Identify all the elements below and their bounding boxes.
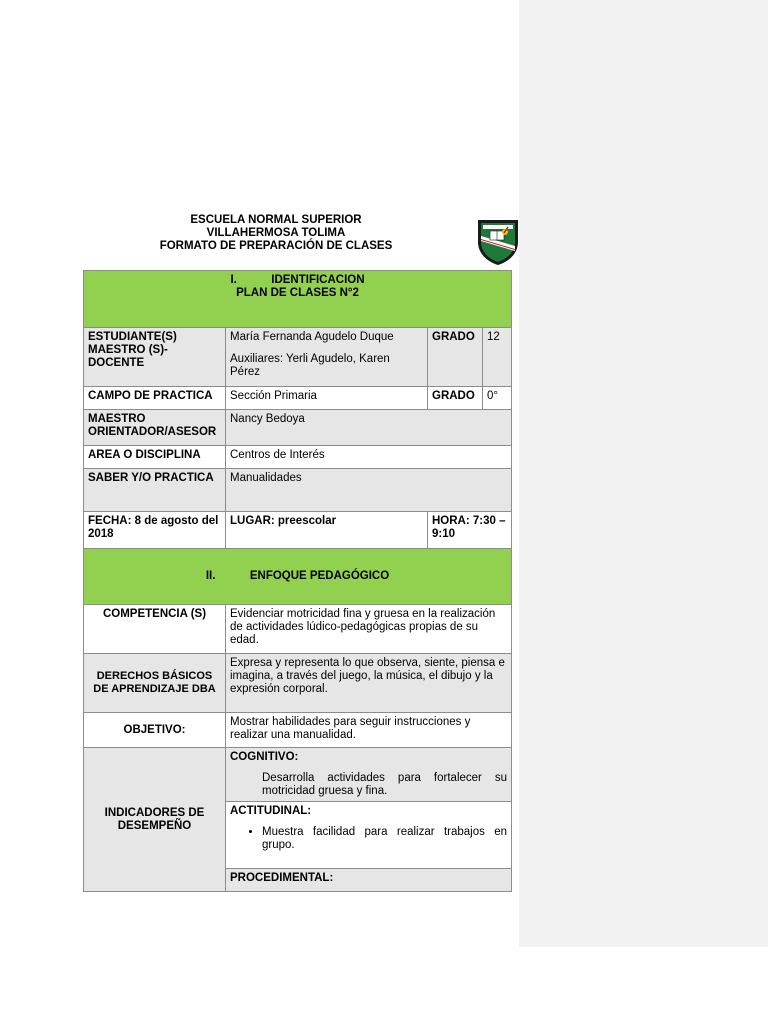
campo-label: CAMPO DE PRACTICA [84, 387, 226, 410]
saber-label: SABER Y/O PRACTICA [84, 469, 226, 512]
cognitivo-value: Desarrolla actividades para fortalecer su motricidad gruesa y fina. [262, 772, 508, 797]
section-enfoque-title: ENFOQUE PEDAGÓGICO [249, 570, 390, 582]
lesson-plan-table [83, 270, 512, 892]
school-name: ESCUELA NORMAL SUPERIOR [190, 214, 362, 226]
procedimental-label: PROCEDIMENTAL: [230, 872, 334, 884]
section-enfoque-header: II. ENFOQUE PEDAGÓGICO [84, 549, 512, 605]
auxiliares-text: Auxiliares: Yerli Agudelo, Karen Pérez [230, 353, 390, 378]
campo-value: Sección Primaria [226, 387, 428, 410]
indicadores-label: INDICADORES DE DESEMPEÑO [84, 748, 226, 892]
objetivo-label: OBJETIVO: [84, 713, 226, 748]
estudiante-label: ESTUDIANTE(S) MAESTRO (S)-DOCENTE [84, 328, 226, 387]
saber-value: Manualidades [226, 469, 512, 512]
grado-value: 12 [483, 328, 512, 387]
grado-value-2: 0° [483, 387, 512, 410]
procedimental-cell [226, 869, 512, 892]
actitudinal-label: ACTITUDINAL: [230, 805, 312, 817]
competencia-label: COMPETENCIA (S) [84, 605, 226, 654]
lugar-field: LUGAR: preescolar [226, 512, 428, 549]
actitudinal-item: • Muestra facilidad para realizar trabajos en grupo. [262, 826, 507, 852]
comment-margin-pane [519, 0, 768, 947]
actitudinal-list [230, 826, 507, 852]
dba-value: Expresa y representa lo que observa, siente, piensa e imagina, a través del juego, la música, el dibujo y la expresión corporal. [226, 654, 512, 713]
estudiante-value [226, 328, 428, 387]
cognitivo-cell [226, 748, 512, 802]
plan-number: PLAN DE CLASES N°2 [236, 287, 359, 299]
form-title: FORMATO DE PREPARACIÓN DE CLASES [159, 240, 393, 252]
cognitivo-label: COGNITIVO: [230, 751, 299, 763]
estudiante-name: María Fernanda Agudelo Duque [230, 331, 394, 343]
dba-label: DERECHOS BÁSICOS DE APRENDIZAJE DBA [84, 654, 226, 713]
grado-label-2: GRADO [428, 387, 483, 410]
fecha-field: FECHA: 8 de agosto del 2018 [84, 512, 226, 549]
section-identificacion-header [84, 271, 512, 328]
school-location: VILLAHERMOSA TOLIMA [206, 227, 346, 239]
objetivo-value: Mostrar habilidades para seguir instrucciones y realizar una manualidad. [226, 713, 512, 748]
document-header [110, 214, 442, 253]
area-label: AREA O DISCIPLINA [84, 446, 226, 469]
hora-field: HORA: 7:30 – 9:10 [428, 512, 512, 549]
school-shield-logo-icon [476, 216, 520, 266]
competencia-value: Evidenciar motricidad fina y gruesa en la realización de actividades lúdico-pedagógicas propias de su edad. [226, 605, 512, 654]
maestro-label: MAESTRO ORIENTADOR/ASESOR [84, 410, 226, 446]
area-value: Centros de Interés [226, 446, 512, 469]
section-identificacion-title: I. IDENTIFICACION [230, 274, 365, 286]
grado-label: GRADO [428, 328, 483, 387]
actitudinal-cell [226, 802, 512, 869]
maestro-value: Nancy Bedoya [226, 410, 512, 446]
